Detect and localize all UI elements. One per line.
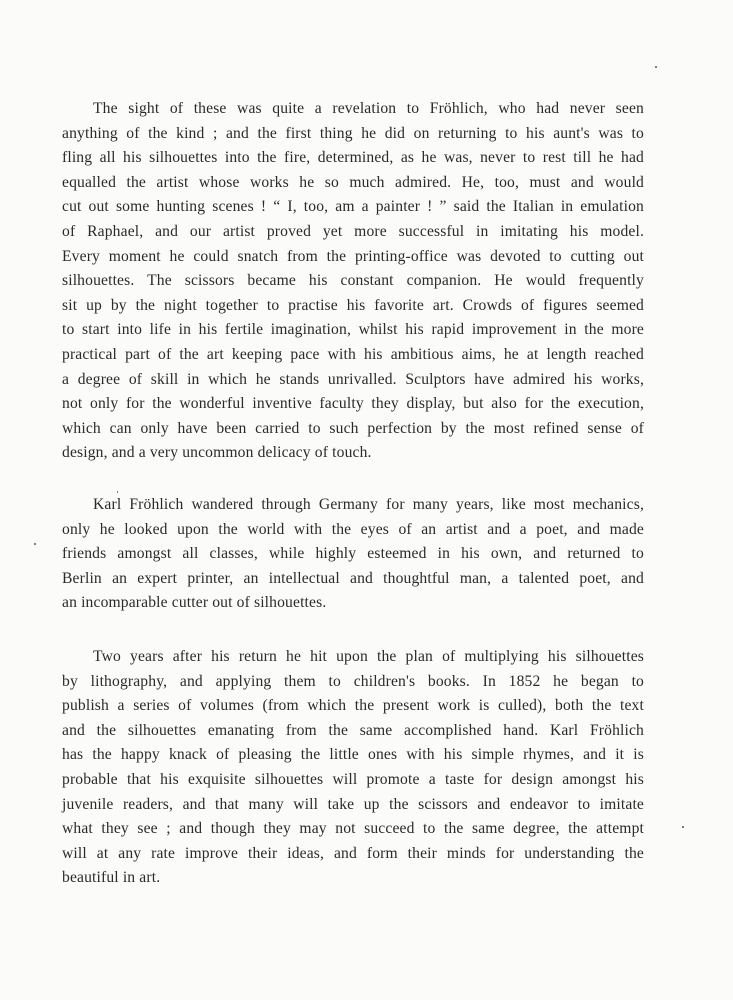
text-line: equalled the artist whose works he so much admired. He, too, must and would [62, 173, 644, 191]
text-line: by lithography, and applying them to children's books. In 1852 he began to [62, 672, 644, 690]
paragraph-3 [62, 645, 644, 891]
text-line: of Raphael, and our artist proved yet more successful in imitating his model. [62, 222, 644, 240]
text-line: The sight of these was quite a revelation to Fröhlich, who had never seen [93, 100, 644, 117]
text-line: anything of the kind ; and the first thing he did on returning to his aunt's was to [62, 124, 644, 142]
text-line: cut out some hunting scenes ! “ I, too, am a painter ! ” said the Italian in emulation [62, 198, 644, 216]
text-line: only he looked upon the world with the eyes of an artist and a poet, and made [62, 520, 644, 538]
text-line: and the silhouettes emanating from the same accomplished hand. Karl Fröhlich [62, 721, 644, 739]
paragraph-2 [62, 493, 644, 616]
text-line: a degree of skill in which he stands unrivalled. Sculptors have admired his works, [62, 370, 644, 388]
paper-speck [117, 491, 118, 493]
text-line: to start into life in his fertile imagination, whilst his rapid improvement in the more [62, 321, 644, 339]
paper-speck [682, 826, 684, 828]
paper-speck [34, 543, 36, 545]
text-line: sit up by the night together to practise his favorite art. Crowds of figures seemed [62, 296, 644, 314]
text-line: silhouettes. The scissors became his constant companion. He would frequently [62, 272, 644, 290]
text-line: probable that his exquisite silhouettes will promote a taste for design amongst his [62, 770, 644, 788]
text-line: juvenile readers, and that many will take up the scissors and endeavor to imitate [62, 795, 644, 813]
text-line: fling all his silhouettes into the fire, determined, as he was, never to rest till he had [62, 149, 644, 167]
text-line: friends amongst all classes, while highly esteemed in his own, and returned to [62, 545, 644, 563]
text-line: Karl Fröhlich wandered through Germany for many years, like most mechanics, [93, 496, 644, 513]
text-line: will at any rate improve their ideas, and form their minds for understanding the [62, 844, 644, 862]
text-line: design, and a very uncommon delicacy of touch. [62, 444, 372, 462]
text-line: beautiful in art. [62, 869, 161, 887]
paragraph-1 [62, 97, 644, 466]
text-line: not only for the wonderful inventive faculty they display, but also for the execution, [62, 395, 644, 413]
text-line: Berlin an expert printer, an intellectual and thoughtful man, a talented poet, and [62, 569, 644, 587]
text-line: has the happy knack of pleasing the little ones with his simple rhymes, and it is [62, 746, 644, 764]
text-line: an incomparable cutter out of silhouettes. [62, 594, 327, 612]
text-line: which can only have been carried to such perfection by the most refined sense of [62, 419, 644, 437]
text-line: what they see ; and though they may not succeed to the same degree, the attempt [62, 820, 644, 838]
text-line: publish a series of volumes (from which the present work is culled), both the text [62, 697, 644, 715]
text-line: Two years after his return he hit upon the plan of multiplying his silhouettes [93, 648, 644, 665]
paper-speck [655, 66, 657, 68]
text-line: Every moment he could snatch from the printing-office was devoted to cutting out [62, 247, 644, 265]
text-line: practical part of the art keeping pace with his ambitious aims, he at length reached [62, 345, 644, 363]
